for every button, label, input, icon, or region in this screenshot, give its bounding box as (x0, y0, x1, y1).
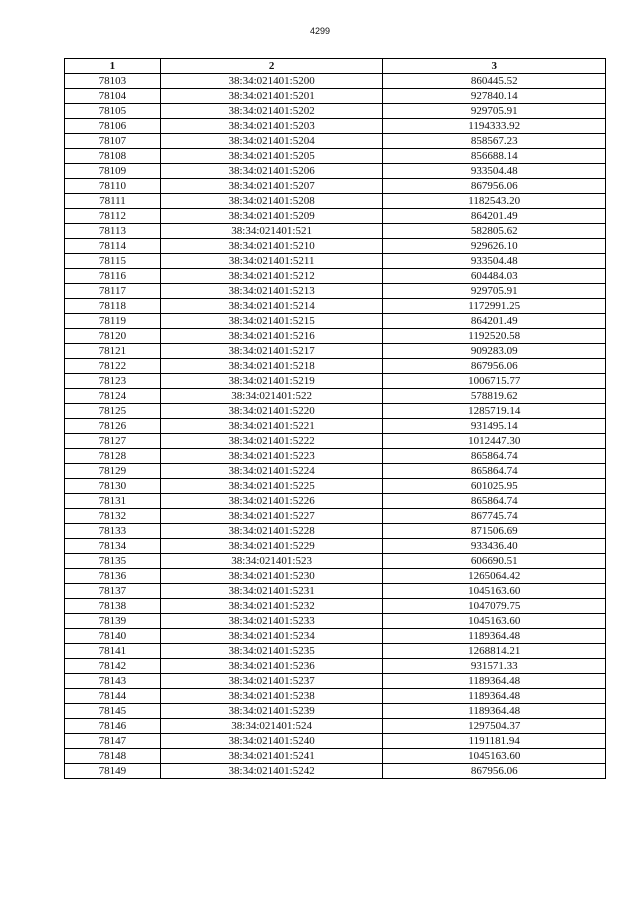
row-number-cell: 78139 (65, 614, 161, 629)
row-number-cell: 78106 (65, 119, 161, 134)
table-row (65, 164, 606, 179)
value-cell: 1191181.94 (383, 734, 606, 749)
table-row (65, 629, 606, 644)
table-row (65, 539, 606, 554)
cadastral-number-cell: 38:34:021401:5225 (160, 479, 383, 494)
table-header-row (65, 59, 606, 74)
value-cell: 1189364.48 (383, 704, 606, 719)
row-number-cell: 78126 (65, 419, 161, 434)
cadastral-number-cell: 38:34:021401:5228 (160, 524, 383, 539)
value-cell: 856688.14 (383, 149, 606, 164)
value-cell: 931571.33 (383, 659, 606, 674)
table-row (65, 404, 606, 419)
value-cell: 933504.48 (383, 164, 606, 179)
cadastral-number-cell: 38:34:021401:5221 (160, 419, 383, 434)
table-row (65, 749, 606, 764)
cadastral-number-cell: 38:34:021401:5235 (160, 644, 383, 659)
table-row (65, 734, 606, 749)
cadastral-number-cell: 38:34:021401:5215 (160, 314, 383, 329)
value-cell: 1192520.58 (383, 329, 606, 344)
value-cell: 1297504.37 (383, 719, 606, 734)
row-number-cell: 78135 (65, 554, 161, 569)
row-number-cell: 78131 (65, 494, 161, 509)
row-number-cell: 78118 (65, 299, 161, 314)
value-cell: 1045163.60 (383, 749, 606, 764)
value-cell: 864201.49 (383, 209, 606, 224)
value-cell: 1045163.60 (383, 614, 606, 629)
table-row (65, 119, 606, 134)
row-number-cell: 78115 (65, 254, 161, 269)
row-number-cell: 78125 (65, 404, 161, 419)
cadastral-number-cell: 38:34:021401:5218 (160, 359, 383, 374)
value-cell: 858567.23 (383, 134, 606, 149)
row-number-cell: 78144 (65, 689, 161, 704)
row-number-cell: 78132 (65, 509, 161, 524)
value-cell: 860445.52 (383, 74, 606, 89)
value-cell: 1265064.42 (383, 569, 606, 584)
table-row (65, 584, 606, 599)
column-header-3: 3 (383, 59, 606, 74)
row-number-cell: 78117 (65, 284, 161, 299)
cadastral-number-cell: 38:34:021401:5208 (160, 194, 383, 209)
cadastral-number-cell: 38:34:021401:5224 (160, 464, 383, 479)
cadastral-number-cell: 38:34:021401:5229 (160, 539, 383, 554)
table-row (65, 569, 606, 584)
value-cell: 931495.14 (383, 419, 606, 434)
value-cell: 865864.74 (383, 464, 606, 479)
column-header-2: 2 (160, 59, 383, 74)
value-cell: 927840.14 (383, 89, 606, 104)
value-cell: 1047079.75 (383, 599, 606, 614)
table-row (65, 464, 606, 479)
value-cell: 1045163.60 (383, 584, 606, 599)
page-number: 4299 (309, 26, 331, 36)
table-row (65, 224, 606, 239)
cadastral-number-cell: 38:34:021401:5204 (160, 134, 383, 149)
cadastral-number-cell: 38:34:021401:5200 (160, 74, 383, 89)
cadastral-number-cell: 38:34:021401:5233 (160, 614, 383, 629)
table-row (65, 179, 606, 194)
cadastral-number-cell: 38:34:021401:5210 (160, 239, 383, 254)
cadastral-number-cell: 38:34:021401:5230 (160, 569, 383, 584)
row-number-cell: 78127 (65, 434, 161, 449)
cadastral-number-cell: 38:34:021401:523 (160, 554, 383, 569)
row-number-cell: 78121 (65, 344, 161, 359)
row-number-cell: 78137 (65, 584, 161, 599)
cadastral-number-cell: 38:34:021401:5231 (160, 584, 383, 599)
cadastral-number-cell: 38:34:021401:5239 (160, 704, 383, 719)
row-number-cell: 78130 (65, 479, 161, 494)
row-number-cell: 78140 (65, 629, 161, 644)
value-cell: 1189364.48 (383, 689, 606, 704)
cadastral-number-cell: 38:34:021401:5213 (160, 284, 383, 299)
row-number-cell: 78108 (65, 149, 161, 164)
table-row (65, 554, 606, 569)
value-cell: 865864.74 (383, 449, 606, 464)
cadastral-number-cell: 38:34:021401:5234 (160, 629, 383, 644)
table-row (65, 359, 606, 374)
row-number-cell: 78148 (65, 749, 161, 764)
row-number-cell: 78136 (65, 569, 161, 584)
value-cell: 1189364.48 (383, 674, 606, 689)
cadastral-number-cell: 38:34:021401:522 (160, 389, 383, 404)
cadastral-number-cell: 38:34:021401:5201 (160, 89, 383, 104)
row-number-cell: 78113 (65, 224, 161, 239)
row-number-cell: 78111 (65, 194, 161, 209)
table-row (65, 524, 606, 539)
value-cell: 933504.48 (383, 254, 606, 269)
row-number-cell: 78122 (65, 359, 161, 374)
table-row (65, 689, 606, 704)
value-cell: 601025.95 (383, 479, 606, 494)
row-number-cell: 78120 (65, 329, 161, 344)
column-header-1: 1 (65, 59, 161, 74)
table-row (65, 74, 606, 89)
value-cell: 1172991.25 (383, 299, 606, 314)
cadastral-number-cell: 38:34:021401:521 (160, 224, 383, 239)
table-row (65, 269, 606, 284)
value-cell: 929626.10 (383, 239, 606, 254)
data-table (64, 58, 606, 779)
cadastral-number-cell: 38:34:021401:5219 (160, 374, 383, 389)
value-cell: 867956.06 (383, 179, 606, 194)
table-row (65, 134, 606, 149)
row-number-cell: 78112 (65, 209, 161, 224)
row-number-cell: 78114 (65, 239, 161, 254)
table-row (65, 344, 606, 359)
value-cell: 1285719.14 (383, 404, 606, 419)
row-number-cell: 78129 (65, 464, 161, 479)
table-row (65, 509, 606, 524)
table-row (65, 104, 606, 119)
cadastral-number-cell: 38:34:021401:5214 (160, 299, 383, 314)
cadastral-number-cell: 38:34:021401:5237 (160, 674, 383, 689)
table-row (65, 479, 606, 494)
value-cell: 871506.69 (383, 524, 606, 539)
table-row (65, 704, 606, 719)
cadastral-number-cell: 38:34:021401:5222 (160, 434, 383, 449)
row-number-cell: 78103 (65, 74, 161, 89)
table-row (65, 149, 606, 164)
row-number-cell: 78107 (65, 134, 161, 149)
row-number-cell: 78145 (65, 704, 161, 719)
cadastral-number-cell: 38:34:021401:5242 (160, 764, 383, 779)
value-cell: 867956.06 (383, 359, 606, 374)
table-row (65, 209, 606, 224)
value-cell: 1182543.20 (383, 194, 606, 209)
value-cell: 582805.62 (383, 224, 606, 239)
cadastral-number-cell: 38:34:021401:5227 (160, 509, 383, 524)
table-row (65, 284, 606, 299)
cadastral-number-cell: 38:34:021401:5236 (160, 659, 383, 674)
cadastral-number-cell: 38:34:021401:5238 (160, 689, 383, 704)
table-row (65, 494, 606, 509)
cadastral-number-cell: 38:34:021401:5203 (160, 119, 383, 134)
cadastral-number-cell: 38:34:021401:5205 (160, 149, 383, 164)
cadastral-number-cell: 38:34:021401:5207 (160, 179, 383, 194)
table-row (65, 659, 606, 674)
row-number-cell: 78116 (65, 269, 161, 284)
value-cell: 1006715.77 (383, 374, 606, 389)
value-cell: 604484.03 (383, 269, 606, 284)
table-row (65, 389, 606, 404)
row-number-cell: 78138 (65, 599, 161, 614)
value-cell: 1012447.30 (383, 434, 606, 449)
row-number-cell: 78133 (65, 524, 161, 539)
table-row (65, 314, 606, 329)
cadastral-number-cell: 38:34:021401:5223 (160, 449, 383, 464)
value-cell: 929705.91 (383, 104, 606, 119)
table-row (65, 644, 606, 659)
row-number-cell: 78104 (65, 89, 161, 104)
row-number-cell: 78123 (65, 374, 161, 389)
row-number-cell: 78109 (65, 164, 161, 179)
row-number-cell: 78149 (65, 764, 161, 779)
value-cell: 1194333.92 (383, 119, 606, 134)
cadastral-number-cell: 38:34:021401:5202 (160, 104, 383, 119)
value-cell: 865864.74 (383, 494, 606, 509)
cadastral-number-cell: 38:34:021401:5206 (160, 164, 383, 179)
value-cell: 909283.09 (383, 344, 606, 359)
table-row (65, 449, 606, 464)
value-cell: 933436.40 (383, 539, 606, 554)
row-number-cell: 78124 (65, 389, 161, 404)
table-row (65, 764, 606, 779)
value-cell: 1268814.21 (383, 644, 606, 659)
cadastral-number-cell: 38:34:021401:524 (160, 719, 383, 734)
table-row (65, 254, 606, 269)
row-number-cell: 78119 (65, 314, 161, 329)
table-row (65, 299, 606, 314)
cadastral-number-cell: 38:34:021401:5211 (160, 254, 383, 269)
value-cell: 929705.91 (383, 284, 606, 299)
table-body (65, 74, 606, 779)
value-cell: 1189364.48 (383, 629, 606, 644)
row-number-cell: 78142 (65, 659, 161, 674)
table-row (65, 194, 606, 209)
cadastral-number-cell: 38:34:021401:5209 (160, 209, 383, 224)
table-row (65, 434, 606, 449)
cadastral-number-cell: 38:34:021401:5216 (160, 329, 383, 344)
cadastral-number-cell: 38:34:021401:5220 (160, 404, 383, 419)
value-cell: 867956.06 (383, 764, 606, 779)
row-number-cell: 78146 (65, 719, 161, 734)
table-row (65, 599, 606, 614)
row-number-cell: 78110 (65, 179, 161, 194)
row-number-cell: 78147 (65, 734, 161, 749)
cadastral-number-cell: 38:34:021401:5217 (160, 344, 383, 359)
table-row (65, 419, 606, 434)
cadastral-number-cell: 38:34:021401:5232 (160, 599, 383, 614)
table-row (65, 89, 606, 104)
table-row (65, 239, 606, 254)
cadastral-number-cell: 38:34:021401:5212 (160, 269, 383, 284)
table-row (65, 674, 606, 689)
row-number-cell: 78105 (65, 104, 161, 119)
table-row (65, 374, 606, 389)
value-cell: 578819.62 (383, 389, 606, 404)
row-number-cell: 78128 (65, 449, 161, 464)
row-number-cell: 78143 (65, 674, 161, 689)
table-row (65, 329, 606, 344)
value-cell: 867745.74 (383, 509, 606, 524)
row-number-cell: 78141 (65, 644, 161, 659)
value-cell: 606690.51 (383, 554, 606, 569)
row-number-cell: 78134 (65, 539, 161, 554)
cadastral-number-cell: 38:34:021401:5240 (160, 734, 383, 749)
table-row (65, 614, 606, 629)
cadastral-number-cell: 38:34:021401:5226 (160, 494, 383, 509)
value-cell: 864201.49 (383, 314, 606, 329)
cadastral-number-cell: 38:34:021401:5241 (160, 749, 383, 764)
table-row (65, 719, 606, 734)
